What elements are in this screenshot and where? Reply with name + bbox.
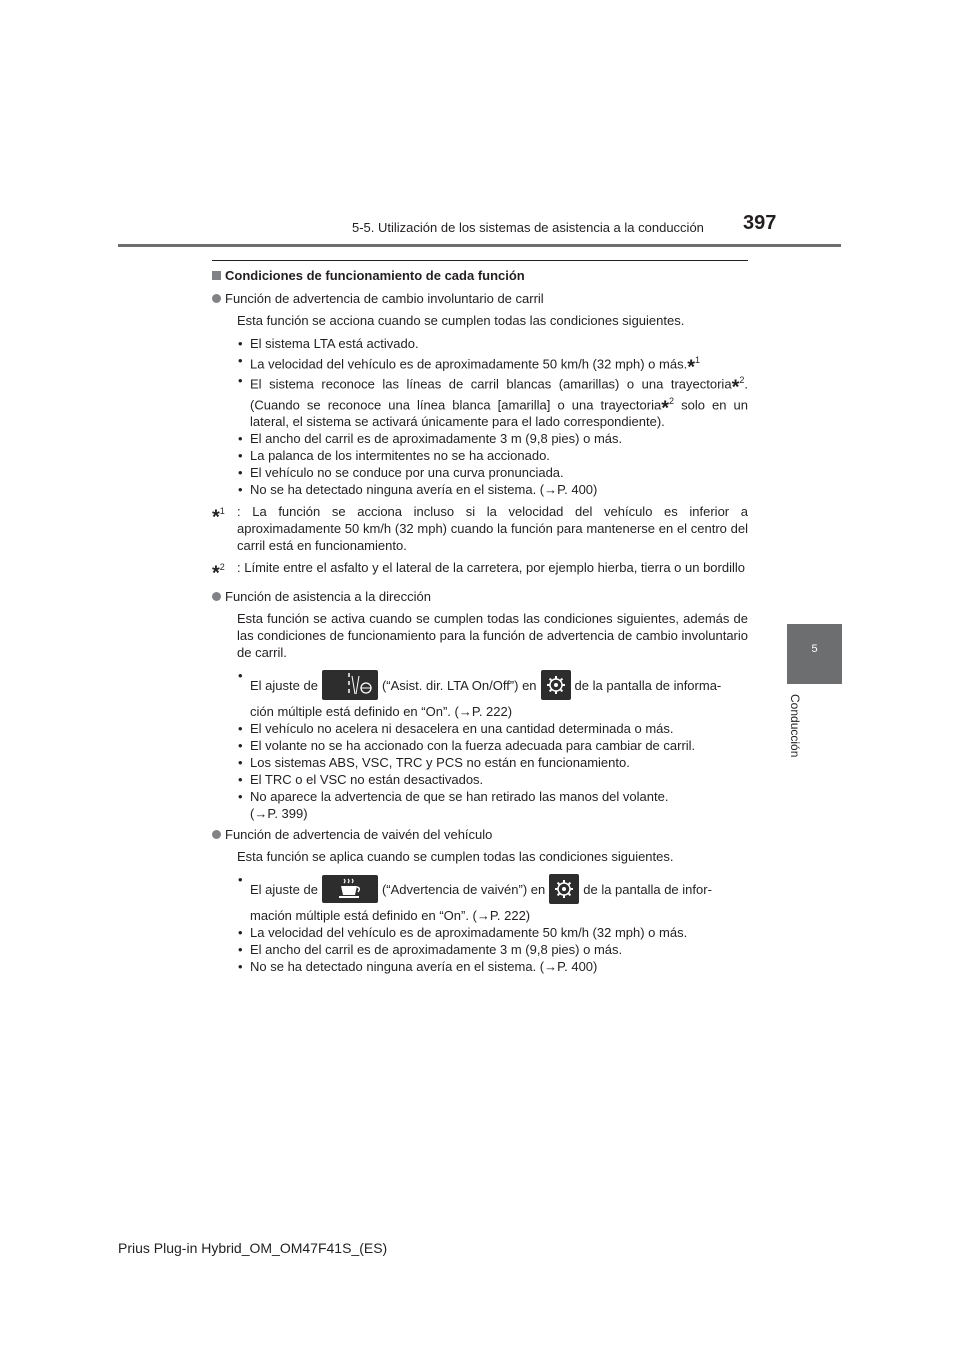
page-number: 397 — [743, 212, 777, 234]
chapter-label: Conducción — [788, 694, 802, 758]
main-content — [212, 267, 748, 975]
list-item: • La velocidad del vehículo es de aproximadamente 50 km/h (32 mph) o más.*$^1$ — [237, 352, 748, 372]
header-rule — [118, 244, 841, 247]
list-item: • El ajuste de (“Advertencia de vaivén”) en de la pantalla de infor- mación múltiple está definido en “On”. (→P. 222) — [237, 871, 748, 924]
chapter-tab[interactable]: 5 — [787, 624, 842, 684]
list-item: • No aparece la advertencia de que se han retirado las manos del volante. (→P. 399) — [237, 788, 748, 822]
list-item: • El vehículo no se conduce por una curva pronunciada. — [237, 464, 748, 481]
list-item: • Los sistemas ABS, VSC, TRC y PCS no están en funcionamiento. — [237, 754, 748, 771]
lta-steering-icon — [322, 670, 378, 700]
list-item: • La palanca de los intermitentes no se ha accionado. — [237, 447, 748, 464]
list-item: • El vehículo no acelera ni desacelera en una cantidad determinada o más. — [237, 720, 748, 737]
section-title: Condiciones de funcionamiento de cada función — [212, 267, 748, 284]
footnote-1: *$^1$ : La función se acciona incluso si la velocidad del vehículo es inferior a aproximadamente 50 km/h (32 mph) cuando la función para mantenerse en el centro del carril está en funcionamiento. — [212, 503, 748, 553]
square-bullet-icon — [212, 271, 221, 280]
lane-departure-conditions — [237, 335, 748, 498]
settings-gear-icon — [549, 874, 579, 904]
header-section-title: 5-5. Utilización de los sistemas de asistencia a la conducción — [352, 220, 704, 235]
circle-bullet-icon — [212, 830, 221, 839]
circle-bullet-icon — [212, 294, 221, 303]
list-item: • El ancho del carril es de aproximadamente 3 m (9,8 pies) o más. — [237, 941, 748, 958]
lane-departure-intro: Esta función se acciona cuando se cumplen todas las condiciones siguientes. — [237, 313, 685, 328]
footer-document-id: Prius Plug-in Hybrid_OM_OM47F41S_(ES) — [118, 1240, 388, 1256]
settings-gear-icon — [541, 670, 571, 700]
section-rule — [212, 260, 748, 261]
circle-bullet-icon — [212, 592, 221, 601]
list-item: • El TRC o el VSC no están desactivados. — [237, 771, 748, 788]
list-item: • El ajuste de (“Asist. dir. LTA On/Off”) en de la pantalla de informa- ción múltiple está definido en “On”. (→P. 222) — [237, 667, 748, 720]
footnote-2: *$^2$ : Límite entre el asfalto y el lateral de la carretera, por ejemplo hierba, tierra o un bordillo — [212, 559, 745, 585]
list-item: • El volante no se ha accionado con la fuerza adecuada para cambiar de carril. — [237, 737, 748, 754]
list-item[interactable]: • No se ha detectado ninguna avería en el sistema. (→P. 400) — [237, 481, 748, 498]
list-item: • El sistema reconoce las líneas de carril blancas (amarillas) o una trayectoria*$^2$. (Cuando se reconoce una línea blanca [amarilla] o una trayectoria*$^2$ solo en un lateral, el sistema se activará únicamente para el lado correspondiente). — [237, 372, 748, 430]
list-item: • El sistema LTA está activado. — [237, 335, 748, 352]
list-item[interactable]: • No se ha detectado ninguna avería en el sistema. (→P. 400) — [237, 958, 748, 975]
coffee-cup-icon — [322, 875, 378, 903]
subsection-heading-lane-departure: Función de advertencia de cambio involuntario de carril — [212, 290, 748, 307]
subsection-heading-sway-warning: Función de advertencia de vaivén del vehículo — [212, 826, 748, 843]
list-item: • La velocidad del vehículo es de aproximadamente 50 km/h (32 mph) o más. — [237, 924, 748, 941]
steering-assist-conditions — [237, 667, 748, 822]
sway-warning-conditions — [237, 871, 748, 975]
steering-assist-intro: Esta función se activa cuando se cumplen todas las condiciones siguientes, además de las condiciones de funcionamiento para la función de advertencia de cambio involuntario de carril. — [237, 611, 748, 661]
list-item: • El ancho del carril es de aproximadamente 3 m (9,8 pies) o más. — [237, 430, 748, 447]
subsection-heading-steering-assist: Función de asistencia a la dirección — [212, 588, 748, 605]
sway-warning-intro: Esta función se aplica cuando se cumplen todas las condiciones siguientes. — [237, 849, 674, 865]
